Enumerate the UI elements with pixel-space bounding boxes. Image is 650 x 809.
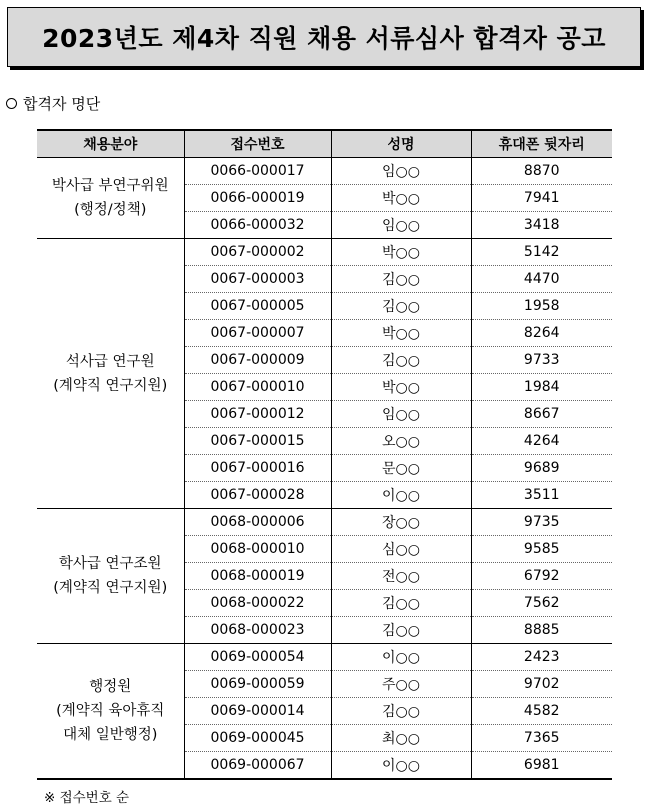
name-cell: 이○○ bbox=[331, 752, 471, 780]
name-cell: 박○○ bbox=[331, 374, 471, 401]
table-row bbox=[37, 509, 612, 536]
table-body bbox=[37, 158, 612, 780]
name-cell: 오○○ bbox=[331, 428, 471, 455]
phone-digits-cell: 7562 bbox=[471, 590, 612, 617]
name-cell: 박○○ bbox=[331, 239, 471, 266]
receipt-number-cell: 0067-000002 bbox=[184, 239, 331, 266]
name-cell: 김○○ bbox=[331, 266, 471, 293]
category-cell: 석사급 연구원 (계약직 연구지원) bbox=[37, 239, 184, 509]
category-cell: 행정원 (계약직 육아휴직 대체 일반행정) bbox=[37, 644, 184, 780]
phone-digits-cell: 3511 bbox=[471, 482, 612, 509]
name-cell: 주○○ bbox=[331, 671, 471, 698]
phone-digits-cell: 6981 bbox=[471, 752, 612, 780]
receipt-number-cell: 0067-000016 bbox=[184, 455, 331, 482]
receipt-number-cell: 0066-000017 bbox=[184, 158, 331, 185]
receipt-number-cell: 0068-000019 bbox=[184, 563, 331, 590]
name-cell: 임○○ bbox=[331, 401, 471, 428]
phone-digits-cell: 5142 bbox=[471, 239, 612, 266]
phone-digits-cell: 9702 bbox=[471, 671, 612, 698]
receipt-number-cell: 0067-000028 bbox=[184, 482, 331, 509]
receipt-number-cell: 0068-000010 bbox=[184, 536, 331, 563]
phone-digits-cell: 4470 bbox=[471, 266, 612, 293]
table-row bbox=[37, 239, 612, 266]
name-cell: 최○○ bbox=[331, 725, 471, 752]
section-label: 합격자 명단 bbox=[23, 95, 101, 113]
header-receipt-number: 접수번호 bbox=[184, 130, 331, 158]
receipt-number-cell: 0069-000059 bbox=[184, 671, 331, 698]
receipt-number-cell: 0066-000019 bbox=[184, 185, 331, 212]
phone-digits-cell: 6792 bbox=[471, 563, 612, 590]
header-phone-last-digits: 휴대폰 뒷자리 bbox=[471, 130, 612, 158]
phone-digits-cell: 9735 bbox=[471, 509, 612, 536]
receipt-number-cell: 0068-000006 bbox=[184, 509, 331, 536]
name-cell: 임○○ bbox=[331, 158, 471, 185]
page-title: 2023년도 제4차 직원 채용 서류심사 합격자 공고 bbox=[42, 24, 606, 53]
receipt-number-cell: 0067-000012 bbox=[184, 401, 331, 428]
footnote: ※ 접수번호 순 bbox=[44, 790, 130, 806]
receipt-number-cell: 0069-000054 bbox=[184, 644, 331, 671]
name-cell: 이○○ bbox=[331, 482, 471, 509]
receipt-number-cell: 0069-000067 bbox=[184, 752, 331, 780]
name-cell: 박○○ bbox=[331, 320, 471, 347]
header-name: 성명 bbox=[331, 130, 471, 158]
table-row bbox=[37, 158, 612, 185]
phone-digits-cell: 8885 bbox=[471, 617, 612, 644]
receipt-number-cell: 0067-000005 bbox=[184, 293, 331, 320]
phone-digits-cell: 1958 bbox=[471, 293, 612, 320]
name-cell: 장○○ bbox=[331, 509, 471, 536]
receipt-number-cell: 0068-000023 bbox=[184, 617, 331, 644]
receipt-number-cell: 0068-000022 bbox=[184, 590, 331, 617]
receipt-number-cell: 0066-000032 bbox=[184, 212, 331, 239]
phone-digits-cell: 4264 bbox=[471, 428, 612, 455]
name-cell: 김○○ bbox=[331, 293, 471, 320]
phone-digits-cell: 8870 bbox=[471, 158, 612, 185]
phone-digits-cell: 1984 bbox=[471, 374, 612, 401]
name-cell: 문○○ bbox=[331, 455, 471, 482]
title-box bbox=[7, 7, 641, 67]
phone-digits-cell: 8667 bbox=[471, 401, 612, 428]
name-cell: 임○○ bbox=[331, 212, 471, 239]
phone-digits-cell: 2423 bbox=[471, 644, 612, 671]
category-cell: 박사급 부연구위원 (행정/정책) bbox=[51, 178, 169, 218]
receipt-number-cell: 0069-000045 bbox=[184, 725, 331, 752]
name-cell: 박○○ bbox=[331, 185, 471, 212]
receipt-number-cell: 0067-000009 bbox=[184, 347, 331, 374]
name-cell: 김○○ bbox=[331, 347, 471, 374]
table-header-row bbox=[37, 130, 612, 158]
phone-digits-cell: 9585 bbox=[471, 536, 612, 563]
receipt-number-cell: 0067-000010 bbox=[184, 374, 331, 401]
phone-digits-cell: 3418 bbox=[471, 212, 612, 239]
name-cell: 전○○ bbox=[331, 563, 471, 590]
name-cell: 김○○ bbox=[331, 617, 471, 644]
receipt-number-cell: 0069-000014 bbox=[184, 698, 331, 725]
receipt-number-cell: 0067-000003 bbox=[184, 266, 331, 293]
header-category: 채용분야 bbox=[37, 130, 184, 158]
section-header bbox=[6, 93, 100, 114]
phone-digits-cell: 8264 bbox=[471, 320, 612, 347]
phone-digits-cell: 9689 bbox=[471, 455, 612, 482]
receipt-number-cell: 0067-000007 bbox=[184, 320, 331, 347]
phone-digits-cell: 9733 bbox=[471, 347, 612, 374]
name-cell: 이○○ bbox=[331, 644, 471, 671]
name-cell: 김○○ bbox=[331, 590, 471, 617]
circle-bullet-icon bbox=[6, 98, 17, 109]
table-row bbox=[37, 644, 612, 671]
phone-digits-cell: 7941 bbox=[471, 185, 612, 212]
name-cell: 심○○ bbox=[331, 536, 471, 563]
category-cell: 학사급 연구조원 (계약직 연구지원) bbox=[37, 509, 184, 644]
phone-digits-cell: 4582 bbox=[471, 698, 612, 725]
receipt-number-cell: 0067-000015 bbox=[184, 428, 331, 455]
applicant-table bbox=[37, 129, 612, 780]
phone-digits-cell: 7365 bbox=[471, 725, 612, 752]
name-cell: 김○○ bbox=[331, 698, 471, 725]
